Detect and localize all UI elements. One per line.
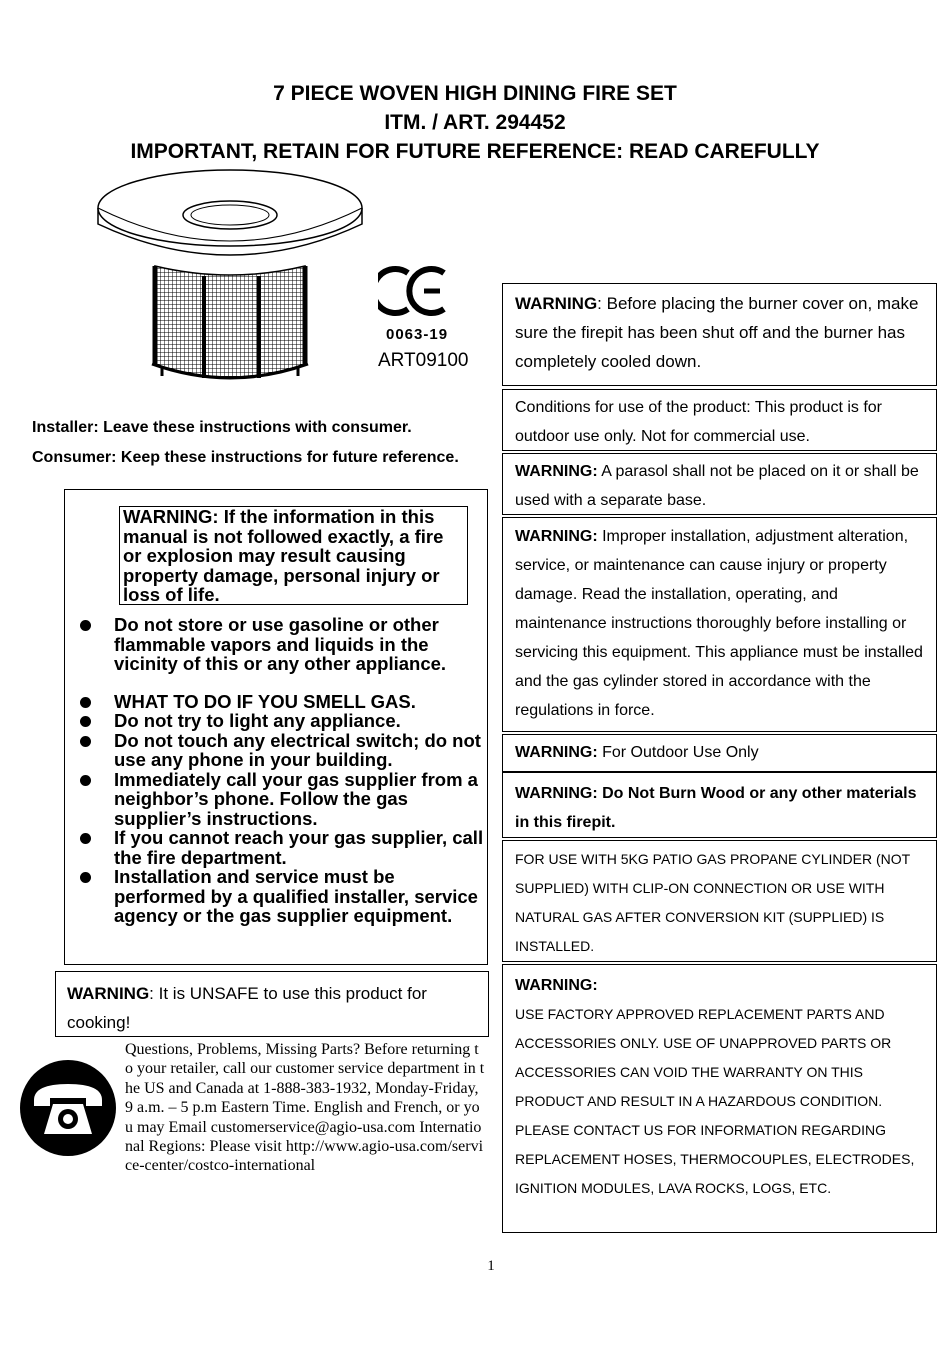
installation-warning: WARNING: Improper installation, adjustment alteration, service, or maintenance can cause injury or property damage. Read the installation, operating, and maintenance instructions thoroughly before installing or servicing this equipment. This appliance must be installed and the gas cylinder stored in accordance with the regulations in force. xyxy=(502,517,937,732)
bullet-icon xyxy=(80,775,91,786)
art-number: ART09100 xyxy=(378,350,469,371)
bullet-icon xyxy=(80,716,91,727)
document-title: 7 PIECE WOVEN HIGH DINING FIRE SET xyxy=(273,82,677,105)
retain-notice: IMPORTANT, RETAIN FOR FUTURE REFERENCE: READ CAREFULLY xyxy=(130,140,820,163)
bullet-icon xyxy=(80,833,91,844)
replacement-parts-warning: WARNING: USE FACTORY APPROVED REPLACEMENT PARTS AND ACCESSORIES ONLY. USE OF UNAPPROVED PARTS OR ACCESSORIES CAN VOID THE WARRANTY ON THIS PRODUCT AND RESULT IN A HAZARDOUS CONDITION. PLEASE CONTACT US FOR INFORMATION REGARDING REPLACEMENT HOSES, THERMOCOUPLES, ELECTRODES, IGNITION MODULES, LAVA ROCKS, LOGS, ETC. xyxy=(502,964,937,1233)
bullet-icon xyxy=(80,872,91,883)
consumer-instruction: Consumer: Keep these instructions for future reference. xyxy=(32,449,459,466)
list-item: Do not touch any electrical switch; do not use any phone in your building. xyxy=(65,731,485,770)
gas-safety-list xyxy=(65,615,485,926)
list-item: Immediately call your gas supplier from a neighbor’s phone. Follow the gas supplier’s instructions. xyxy=(65,770,485,829)
parasol-warning: WARNING: A parasol shall not be placed on it or shall be used with a separate base. xyxy=(502,453,937,515)
bullet-icon xyxy=(80,736,91,747)
list-item: If you cannot reach your gas supplier, call the fire department. xyxy=(65,828,485,867)
installer-instruction: Installer: Leave these instructions with consumer. xyxy=(32,419,412,436)
fire-explosion-warning: WARNING: If the information in this manual is not followed exactly, a fire or explosion may result causing property damage, personal injury or loss of life. xyxy=(119,506,468,605)
list-item: Do not store or use gasoline or other flammable vapors and liquids in the vicinity of this or any other appliance. xyxy=(65,615,485,674)
list-item: Do not try to light any appliance. xyxy=(65,711,485,731)
bullet-icon xyxy=(80,620,91,631)
burner-cover-warning: WARNING: Before placing the burner cover on, make sure the firepit has been shut off and the burner has completely cooled down. xyxy=(502,283,937,386)
no-wood-warning: WARNING: Do Not Burn Wood or any other materials in this firepit. xyxy=(502,772,937,838)
gas-supply-notice: FOR USE WITH 5KG PATIO GAS PROPANE CYLINDER (NOT SUPPLIED) WITH CLIP-ON CONNECTION OR USE WITH NATURAL GAS AFTER CONVERSION KIT (SUPPLIED) IS INSTALLED. xyxy=(502,840,937,962)
outdoor-use-warning: WARNING: For Outdoor Use Only xyxy=(502,734,937,772)
certification-code: 0063-19 xyxy=(386,326,449,343)
page-number: 1 xyxy=(487,1258,495,1274)
list-item: WHAT TO DO IF YOU SMELL GAS. xyxy=(65,692,485,712)
telephone-icon xyxy=(20,1060,116,1156)
fire-table-illustration xyxy=(92,168,368,390)
list-item: Installation and service must be performed by a qualified installer, service agency or the gas supplier equipment. xyxy=(65,867,485,926)
item-number: ITM. / ART. 294452 xyxy=(384,111,566,134)
ce-mark-icon xyxy=(378,265,448,317)
conditions-of-use: Conditions for use of the product: This product is for outdoor use only. Not for commercial use. xyxy=(502,389,937,451)
cooking-warning: WARNING: It is UNSAFE to use this product for cooking! xyxy=(55,971,489,1037)
customer-service-info: Questions, Problems, Missing Parts? Before returning to your retailer, call our customer service department in the US and Canada at 1-888-383-1932, Monday-Friday, 9 a.m. – 5 p.m Eastern Time. English and French, or you may Email customerservice@agio-usa.com International Regions: Please visit http://www.agio-usa.com/service-center/costco-international xyxy=(125,1041,485,1175)
bullet-icon xyxy=(80,697,91,708)
